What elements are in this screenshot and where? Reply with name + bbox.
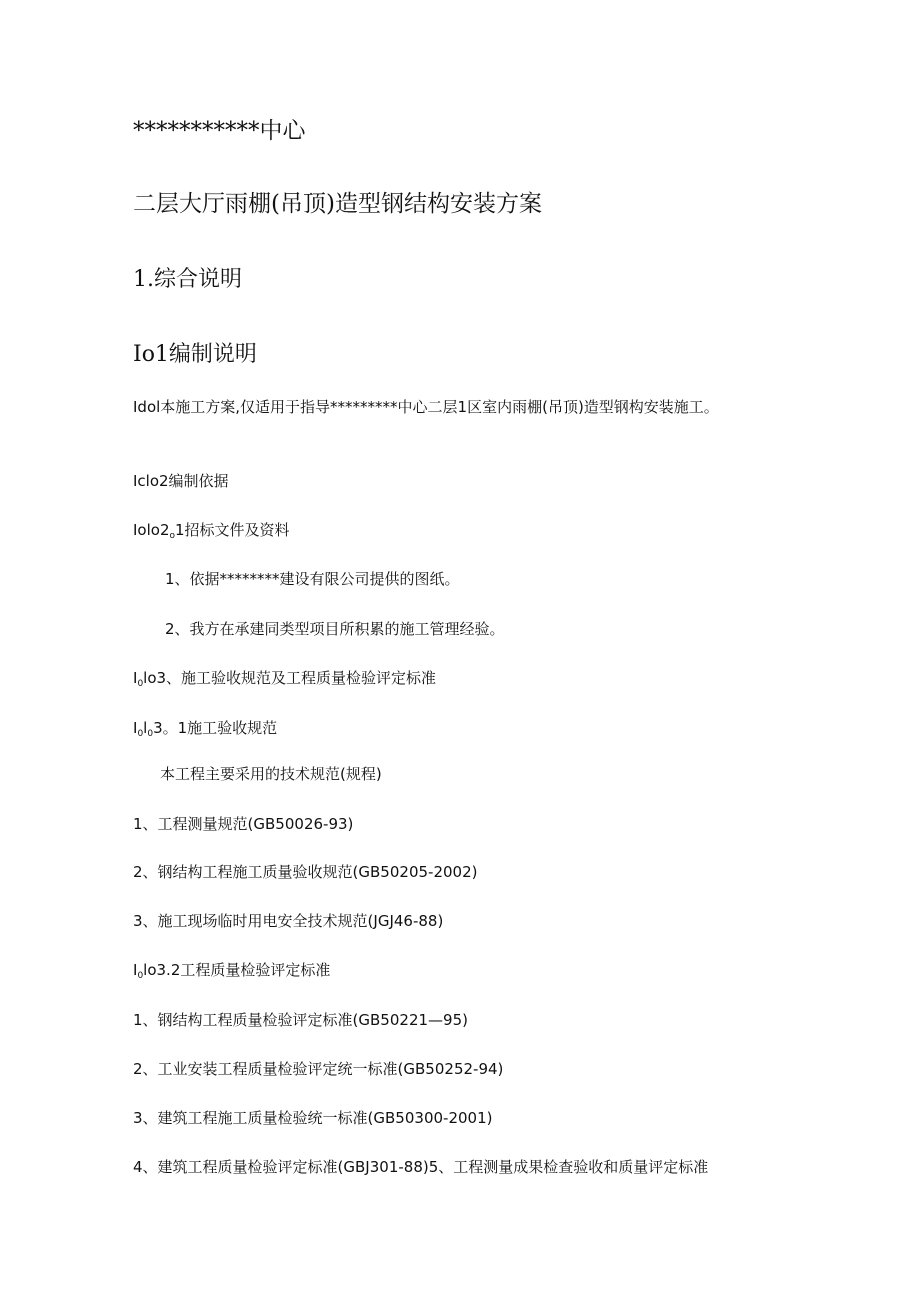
organization-line: ***********中心 (133, 118, 306, 144)
section-heading-1-1-3-1: $I_0l_03$。1施工验收规范 (133, 719, 278, 739)
section-heading-1-1-2-1: $Iolo2_o1$招标文件及资料 (133, 521, 290, 541)
section-heading-1-1: Io1编制说明 (133, 342, 257, 367)
list-item: 2、钢结构工程施工质量验收规范(GB50205-2002) (133, 863, 478, 881)
list-item: 2、工业安装工程质量检验评定统一标准(GB50252-94) (133, 1060, 504, 1078)
list-item: 3、建筑工程施工质量检验统一标准(GB50300-2001) (133, 1109, 493, 1127)
section-heading-1-1-3-2: $I_0lo3.2$工程质量检验评定标准 (133, 961, 331, 981)
section-heading-1: 1.综合说明 (133, 267, 242, 292)
paragraph-scope: Idol本施工方案,仅适用于指导*********中心二层1区室内雨棚(吊顶)造型钢构安装施工。 (133, 398, 719, 416)
list-item: 1、工程测量规范(GB50026-93) (133, 815, 354, 833)
section-heading-1-1-3: $I_0lo3$、施工验收规范及工程质量检验评定标准 (133, 669, 437, 689)
spec-intro: 本工程主要采用的技术规范(规程) (160, 765, 382, 783)
document-title: 二层大厅雨棚(吊顶)造型钢结构安装方案 (133, 191, 542, 217)
section-heading-1-1-2: Iclo2编制依据 (133, 472, 229, 490)
list-item: 4、建筑工程质量检验评定标准(GBJ301-88)5、工程测量成果检查验收和质量评定标准 (133, 1158, 709, 1176)
list-item: 2、我方在承建同类型项目所积累的施工管理经验。 (165, 620, 505, 638)
list-item: 1、钢结构工程质量检验评定标准(GB50221—95) (133, 1011, 468, 1029)
list-item: 1、依据********建设有限公司提供的图纸。 (165, 570, 460, 588)
list-item: 3、施工现场临时用电安全技术规范(JGJ46-88) (133, 912, 444, 930)
